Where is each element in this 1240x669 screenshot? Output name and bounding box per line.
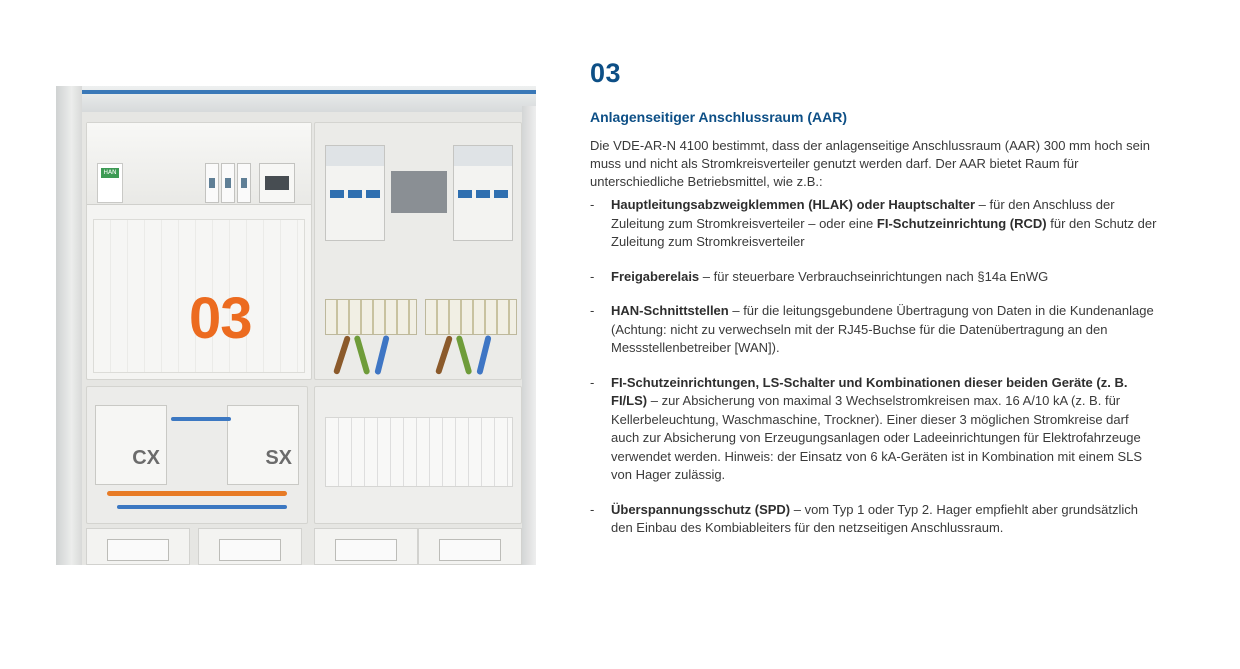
terminal-block-right	[425, 299, 517, 335]
wire-brown	[333, 335, 351, 375]
blue-cable	[117, 505, 287, 509]
meter-boxes-row	[86, 528, 522, 565]
list-item-text: – für den Anschluss der Zuleitung zum Stromkreisverteiler – oder eine	[611, 197, 1115, 231]
photo-marker-label: 03	[189, 286, 252, 351]
list-item-bold: Hauptleitungsabzweigklemmen (HLAK) oder Hauptschalter	[611, 197, 976, 212]
wire-blue	[374, 335, 389, 375]
din-rail	[391, 171, 447, 213]
wire-blue	[476, 335, 491, 375]
list-item-bold: Freigaberelais	[611, 268, 700, 284]
meter-box	[418, 528, 522, 565]
section-title: Anlagenseitiger Anschlussraum (AAR)	[590, 109, 847, 125]
cabinet-blue-rail	[62, 90, 536, 94]
blank-strip	[325, 417, 513, 487]
mcb-label-tag	[348, 190, 362, 198]
meter-box	[86, 528, 190, 565]
mcb-busbar	[326, 146, 384, 166]
meter-box	[198, 528, 302, 565]
list-item-bold: HAN-Schnittstellen	[611, 303, 729, 318]
blank-cover-panel	[314, 386, 522, 524]
list-item-bold: Überspannungsschutz (SPD)	[611, 501, 791, 517]
wire-green-yellow	[456, 335, 473, 375]
mcb-device	[221, 163, 235, 203]
blue-cable	[171, 417, 231, 421]
orange-cable	[107, 491, 287, 496]
mcb-label-tag	[330, 190, 344, 198]
list-item	[590, 268, 1158, 287]
cabinet-right-wall	[522, 106, 536, 565]
distribution-panel	[314, 122, 522, 380]
mcb-label-tag	[476, 190, 490, 198]
list-item	[590, 374, 1158, 485]
content-column	[590, 58, 1170, 554]
list-item-text: – vom Typ 1 oder Typ 2. Hager empfiehlt aber grundsätzlich den Einbau des Kombiableiters für den netzseitigen Anschlussraum.	[611, 501, 1138, 535]
mcb-label-tag	[494, 190, 508, 198]
mcb-label-tag	[366, 190, 380, 198]
rcd-device	[205, 163, 219, 203]
aar-device-area	[87, 123, 311, 205]
list-item	[590, 501, 1158, 538]
cabinet-photo	[56, 86, 536, 565]
equipment-list	[590, 196, 1170, 538]
gateway-label-sx: SX	[265, 447, 292, 469]
main-switch	[259, 163, 295, 203]
list-item	[590, 196, 1158, 252]
aar-panel	[86, 122, 312, 380]
gateway-label-cx: CX	[132, 447, 160, 469]
intro-paragraph: Die VDE-AR-N 4100 bestimmt, dass der anlagenseitige Anschlussraum (AAR) 300 mm hoch sein muss und nicht als Stromkreisverteiler genutzt werden darf. Der AAR bietet Raum für unterschiedliche Betriebsmittel, wie z.B.:	[590, 138, 1150, 189]
mcb-group-left	[325, 145, 385, 241]
gateway-sx	[227, 405, 299, 485]
list-item-bold: FI-Schutzeinrichtungen, LS-Schalter und Kombinationen dieser beiden Geräte (z. B. FI/LS)	[611, 374, 1128, 408]
han-module	[97, 163, 123, 203]
gateway-cx	[95, 405, 167, 485]
list-item-bold: FI-Schutzeinrichtung (RCD)	[876, 215, 1047, 231]
meter-box	[314, 528, 418, 565]
list-item-text: – für die leitungsgebundene Übertragung von Daten in die Kundenanlage (Achtung: nicht zu verwechseln mit der RJ45-Buchse für die Datenübertragung an den Messstellenbetreiber [WAN]).	[611, 303, 1154, 355]
list-item-text: – für steuerbare Verbrauchseinrichtungen nach §14a EnWG	[699, 268, 1049, 284]
mcb-busbar	[454, 146, 512, 166]
cabinet-left-wall	[56, 86, 82, 565]
gateway-panel	[86, 386, 308, 524]
wire-brown	[435, 335, 453, 375]
terminal-block-left	[325, 299, 417, 335]
han-tag: HAN	[101, 168, 119, 178]
list-item	[590, 302, 1158, 358]
mcb-label-tag	[458, 190, 472, 198]
section-number: 03	[590, 58, 622, 88]
list-item-text: für den Schutz der Zuleitung zum Stromkreisverteiler	[611, 215, 1157, 249]
mcb-device	[237, 163, 251, 203]
mcb-group-right	[453, 145, 513, 241]
list-item-text: – zur Absicherung von maximal 3 Wechselstromkreisen max. 16 A/10 kA (z. B. für Kellerbeleuchtung, Waschmaschine, Trockner). Einer dieser 3 möglichen Stromkreise darf auch zur Absicherung von Erzeugungsanlagen oder Ladeeinrichtungen für Elektrofahrzeuge verwendet werden. Hinweis: der Einsatz von 6 kA-Geräten ist in Kombination mit einem SLS von Hager zulässig.	[611, 393, 1143, 482]
wire-green-yellow	[354, 335, 371, 375]
